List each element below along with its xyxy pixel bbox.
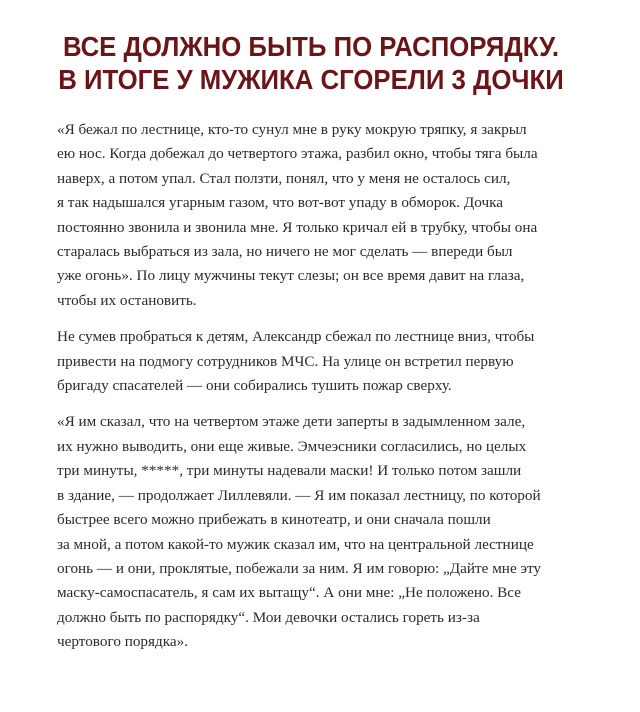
paragraph-line: Не сумев пробраться к детям, Александр сбежал по лестнице вниз, чтобы [57, 328, 535, 346]
paragraph-line: быстрее всего можно прибежать в кинотеатр, и они сначала пошли [57, 511, 491, 529]
paragraph-line: привести на подмогу сотрудников МЧС. На улице он встретил первую [57, 352, 514, 370]
paragraph-3 [57, 410, 617, 654]
paragraph-line: в здание, — продолжает Лиллевяли. — Я им показал лестницу, по которой [57, 486, 541, 504]
paragraph-line: чертового порядка». [57, 633, 189, 651]
paragraph-line: «Я им сказал, что на четвертом этаже дети заперты в задымленном зале, [57, 413, 526, 431]
paragraph-1 [57, 118, 617, 313]
paragraph-line: бригаду спасателей — они собирались тушить пожар сверху. [57, 377, 452, 395]
paragraph-line: три минуты, *****, три минуты надевали маски! И только потом зашли [57, 462, 522, 480]
paragraph-line: наверх, а потом упал. Стал ползти, понял, что у меня не осталось сил, [57, 169, 511, 187]
paragraph-line: огонь — и они, проклятые, побежали за ним. Я им говорю: „Дайте мне эту [57, 559, 542, 577]
paragraph-line: старалась выбраться из зала, но ничего не мог сделать — впереди был [57, 243, 513, 261]
paragraph-line: уже огонь». По лицу мужчины текут слезы; он все время давит на глаза, [57, 267, 525, 285]
paragraph-line: за мной, а потом какой-то мужик сказал им, что на центральной лестнице [57, 535, 534, 553]
paragraph-2 [57, 325, 617, 398]
paragraph-line: чтобы их остановить. [57, 291, 197, 309]
paragraph-line: должно быть по распорядку“. Мои девочки остались гореть из-за [57, 608, 480, 626]
paragraph-line: я так надышался угарным газом, что вот-вот упаду в обморок. Дочка [57, 194, 503, 212]
paragraph-line: постоянно звонила и звонила мне. Я только кричал ей в трубку, чтобы она [57, 218, 538, 236]
headline [47, 30, 575, 96]
paragraph-line: их нужно выводить, они еще живые. Эмчеэсники согласились, но целых [57, 437, 527, 455]
paragraph-line: «Я бежал по лестнице, кто-то сунул мне в руку мокрую тряпку, я закрыл [57, 121, 527, 138]
headline-line-2: В ИТОГЕ У МУЖИКА СГОРЕЛИ 3 ДОЧКИ [58, 64, 564, 95]
paragraph-line: ею нос. Когда добежал до четвертого этажа, разбил окно, чтобы тяга была [57, 145, 538, 163]
paragraph-line: маску-самоспасатель, я сам их вытащу“. А они мне: „Не положено. Все [57, 584, 521, 602]
article-body [57, 118, 617, 655]
headline-line-1: ВСЕ ДОЛЖНО БЫТЬ ПО РАСПОРЯДКУ. [62, 31, 560, 62]
